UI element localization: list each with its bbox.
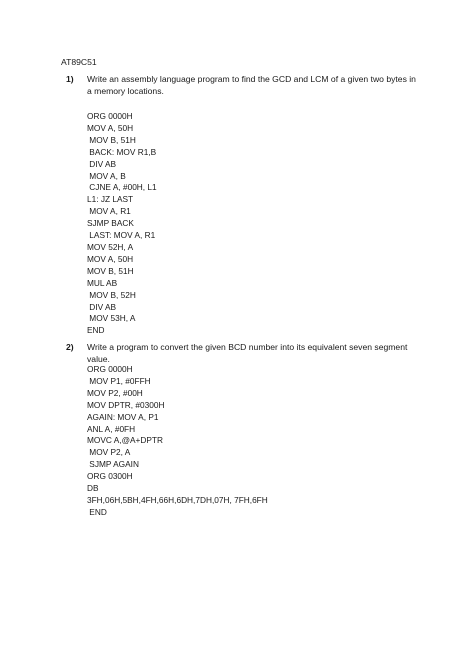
code-line: SJMP BACK [87, 218, 134, 229]
code-line: MOV DPTR, #0300H [87, 399, 165, 410]
code-line: MOV B, 52H [87, 289, 136, 300]
code-line: MOV A, B [87, 170, 126, 181]
document-title: AT89C51 [61, 57, 97, 67]
code-line: MOV A, 50H [87, 122, 134, 133]
code-line: MOV P1, #0FFH [87, 375, 151, 386]
code-line: AGAIN: MOV A, P1 [87, 411, 159, 422]
question-2-number: 2) [66, 342, 74, 352]
code-line: CJNE A, #00H, L1 [87, 182, 157, 193]
code-line: ORG 0000H [87, 111, 133, 121]
question-1-text: Write an assembly language program to find the GCD and LCM of a given two bytes in a memory locations. [87, 74, 416, 96]
code-line: END [87, 325, 105, 336]
code-line: ORG 0300H [87, 471, 133, 482]
code-line: 3FH,06H,5BH,4FH,66H,6DH,7DH,07H, 7FH,6FH [87, 494, 268, 505]
question-1-code [87, 111, 157, 337]
code-line: END [87, 506, 107, 517]
code-line: LAST: MOV A, R1 [87, 230, 156, 241]
code-line: MOV P2, #00H [87, 387, 143, 398]
code-line: BACK: MOV R1,B [87, 146, 157, 157]
question-2-text: Write a program to convert the given BCD number into its equivalent seven segment value. [87, 342, 408, 364]
code-line: MUL AB [87, 277, 118, 288]
code-line: DIV AB [87, 301, 117, 312]
code-line: L1: JZ LAST [87, 194, 134, 205]
code-line: SJMP AGAIN [87, 459, 139, 470]
code-line: MOV 53H, A [87, 313, 136, 324]
code-line: ANL A, #0FH [87, 423, 136, 434]
question-1-number: 1) [66, 74, 74, 84]
question-2-code [87, 364, 268, 519]
code-line: MOV 52H, A [87, 241, 134, 252]
code-line: MOV P2, A [87, 447, 131, 458]
code-line: MOV A, 50H [87, 253, 134, 264]
code-line: MOV A, R1 [87, 206, 131, 217]
code-line: MOV B, 51H [87, 265, 134, 276]
code-line: ORG 0000H [87, 364, 133, 374]
code-line: DB [87, 483, 99, 494]
code-line: MOVC A,@A+DPTR [87, 435, 163, 446]
code-line: MOV B, 51H [87, 134, 136, 145]
code-line: DIV AB [87, 158, 117, 169]
